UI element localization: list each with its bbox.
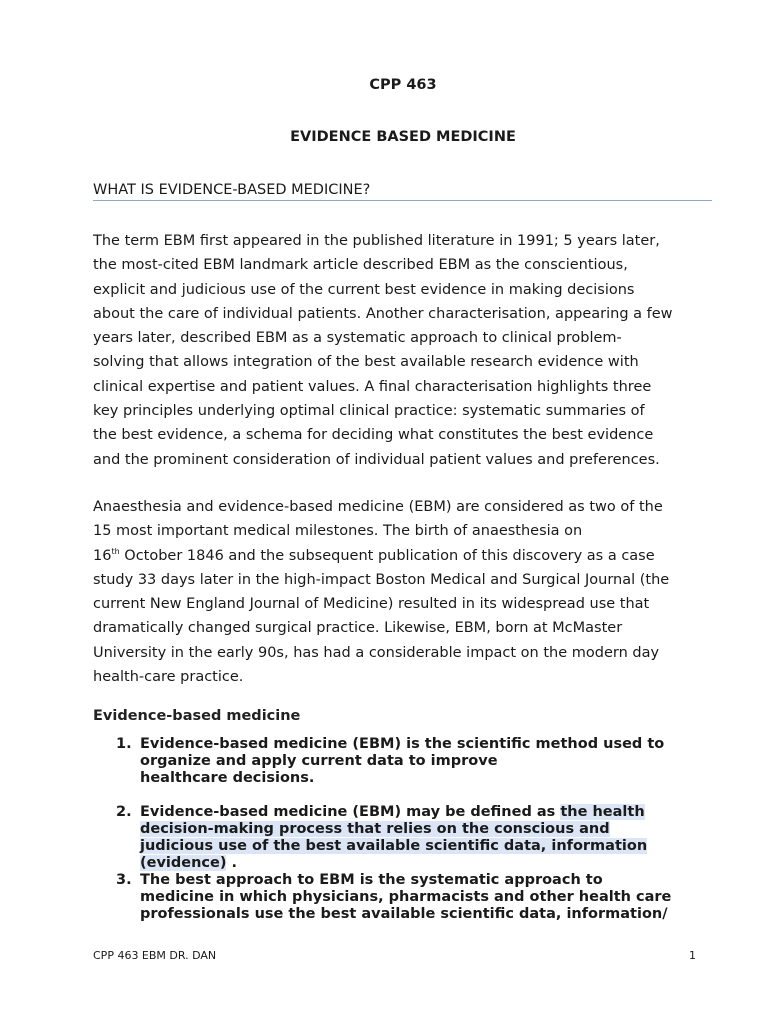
list-text-line: The best approach to EBM is the systematic approach to [140,872,603,888]
list-number: 3. [116,872,132,888]
highlighted-text: (evidence) [140,855,227,871]
section-heading: WHAT IS EVIDENCE-BASED MEDICINE? [93,181,712,201]
list-item [93,736,713,787]
ebm-numbered-list [93,736,713,923]
text-line: clinical expertise and patient values. A final characterisation highlights three [93,378,652,395]
list-text-line: professionals use the best available scientific data, information/ [140,906,668,922]
text-line: solving that allows integration of the best available research evidence with [93,354,639,371]
text-line: about the care of individual patients. Another characterisation, appearing a few [93,305,673,322]
list-text-line: organize and apply current data to improve [140,753,498,769]
text-line: dramatically changed surgical practice. Likewise, EBM, born at McMaster [93,620,623,637]
paragraph-ebm-definition [93,229,718,472]
ebm-subheading: Evidence-based medicine [93,708,301,724]
ordinal-superscript: th [111,546,120,556]
text-line: The term EBM first appeared in the published literature in 1991; 5 years later, [93,233,660,249]
highlighted-text: decision-making process that relies on the conscious and [140,821,610,837]
course-code: CPP 463 [369,77,437,93]
highlighted-text: the health [560,804,645,820]
list-number: 2. [116,804,132,820]
list-text-line: medicine in which physicians, pharmacists and other health care [140,889,672,905]
text-line: University in the early 90s, has had a considerable impact on the modern day [93,644,660,661]
text-line: the best evidence, a schema for deciding what constitutes the best evidence [93,427,654,444]
text-line: 15 most important medical milestones. The birth of anaesthesia on [93,523,583,540]
date-number: 16 [93,547,112,564]
list-item [93,872,713,923]
paragraph-anaesthesia-ebm [93,495,718,689]
list-text: Evidence-based medicine (EBM) may be defined as [140,804,561,820]
page-number: 1 [689,949,696,962]
list-text: . [226,855,238,871]
text-line: October 1846 and the subsequent publication of this discovery as a case [119,547,655,564]
list-item [93,804,713,872]
text-line: Anaesthesia and evidence-based medicine (EBM) are considered as two of the [93,499,663,515]
footer-text: CPP 463 EBM DR. DAN [93,949,217,962]
text-line: and the prominent consideration of individual patient values and preferences. [93,451,660,468]
list-number: 1. [116,736,132,752]
text-line: study 33 days later in the high-impact Boston Medical and Surgical Journal (the [93,571,670,588]
text-line: years later, described EBM as a systematic approach to clinical problem- [93,330,622,347]
list-text-line: healthcare decisions. [140,770,315,786]
text-line: health-care practice. [93,669,244,686]
text-line: the most-cited EBM landmark article described EBM as the conscientious, [93,257,628,274]
text-line: key principles underlying optimal clinical practice: systematic summaries of [93,403,645,420]
text-line: current New England Journal of Medicine) resulted in its widespread use that [93,596,650,613]
document-title: EVIDENCE BASED MEDICINE [290,129,516,145]
list-text-line: Evidence-based medicine (EBM) is the scientific method used to [140,736,665,752]
text-line: explicit and judicious use of the current best evidence in making decisions [93,281,635,298]
highlighted-text: judicious use of the best available scientific data, information [140,838,648,854]
